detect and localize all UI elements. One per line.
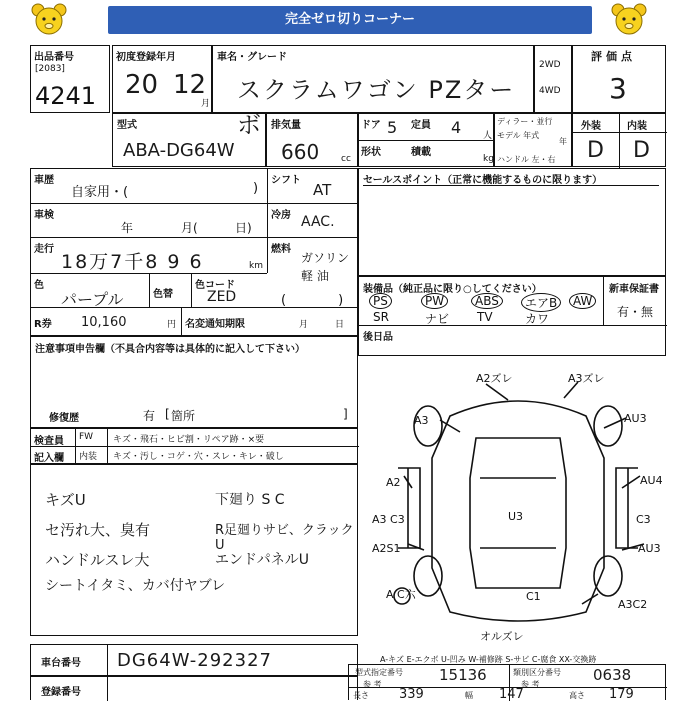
model-year-label: モデル 年式 (497, 131, 540, 140)
equip-navi: ナビ (425, 312, 450, 326)
grade-value: 3 (609, 72, 627, 105)
notes-title: 注意事項申告欄（不具合内容等は具体的に記入して下さい） (35, 344, 305, 355)
grade-box (572, 45, 666, 113)
sales-points-box (358, 168, 666, 276)
width-label: 幅 (465, 691, 473, 700)
spec-value: 15136 (439, 666, 487, 684)
handle-label: ハンドル 左・右 (497, 155, 556, 164)
damage-mark: AU3 (638, 542, 661, 555)
remark-item: エンドパネルU (215, 552, 309, 568)
equip-leather: カワ (525, 312, 550, 326)
chassis-label: 車台番号 (41, 658, 81, 669)
equipment-box (358, 276, 666, 356)
shift-label: シフト (271, 175, 301, 186)
drive-2wd: 2WD (539, 60, 561, 70)
equip-sr: SR (373, 310, 389, 324)
registration-month: 12 (173, 70, 207, 100)
load-unit: kg (483, 154, 494, 164)
displacement-box (266, 113, 358, 167)
mileage-unit: km (249, 261, 263, 271)
inspector-label: 検査員 (34, 436, 64, 447)
equip-ps: PS (369, 293, 392, 309)
remark-item: R足廻りサビ、クラックU (215, 523, 354, 553)
spec-label: 型式指定番号 (355, 668, 403, 677)
lot-sub: [2083] (35, 64, 65, 74)
entry-label: 記入欄 (34, 453, 64, 464)
notes-box: 注意事項申告欄（不具合内容等は具体的に記入して下さい） 修復歴 有 [ 箇所 ] (30, 336, 358, 428)
color-label: 色 (34, 280, 44, 291)
type-label: 型式 (117, 120, 137, 131)
remark-item: ハンドルスレ大 (45, 551, 150, 569)
displacement-unit: cc (341, 154, 351, 164)
detail-block: 車歴 自家用・( ) シフト AT 車検 年 月( 日) 冷房 AAC. 走行 18万7千8 9 6 km 燃料 ガソリン 軽 油 色 パープル 色替 色コード ZED ( ) R券 10,160 円 名変通知期限 月 日 (30, 168, 358, 336)
grade-label: 評価点 (591, 50, 636, 63)
recycle-label: R券 (34, 319, 52, 330)
registration-number-box (30, 676, 358, 700)
model-label: 車名・グレード (217, 52, 287, 63)
class-value: 0638 (593, 666, 632, 684)
fuel-diesel: 軽 油 (301, 269, 329, 283)
new-warranty-label: 新車保証書 (609, 284, 659, 295)
damage-mark: C3 (636, 513, 651, 526)
model-year-unit: 年 (559, 137, 567, 146)
fuel-gasoline: ガソリン (301, 251, 350, 265)
class-label: 類別区分番号 (513, 668, 561, 677)
capacity-value: 4 (451, 118, 462, 137)
chassis-value: DG64W-292327 (117, 650, 272, 671)
color-code-value: ZED (207, 289, 237, 305)
repair-place-label: 箇所 (171, 409, 196, 423)
deadline-month: 月 (299, 320, 309, 330)
chassis-box (30, 644, 358, 676)
door-capacity-box (358, 113, 494, 167)
banner-title: 完全ゼロ切りコーナー (108, 6, 592, 34)
registration-label: 初度登録年月 (116, 52, 176, 63)
damage-mark: A2S1 (372, 542, 401, 555)
class-ref: 参 考 (521, 680, 540, 689)
history-label: 車歴 (34, 175, 54, 186)
exterior-label: 外装 (581, 121, 601, 132)
color-value: パープル (61, 290, 124, 309)
exterior-grade: D (587, 138, 604, 163)
inspection-box (30, 428, 358, 464)
interior-grade: D (633, 138, 650, 163)
height-value: 179 (609, 687, 634, 702)
equip-abs: ABS (471, 293, 503, 309)
ac-label: 冷房 (271, 210, 291, 221)
month-unit: 月 (201, 99, 211, 109)
damage-mark: AU3 (624, 412, 647, 425)
bear-mascot-left-icon (30, 2, 68, 36)
repair-history-value: 有 (143, 409, 156, 423)
equip-aw: AW (569, 293, 596, 309)
shape-label: 形状 (361, 147, 381, 158)
interior-check-items: キズ・汚し・コゲ・穴・スレ・キレ・破し (113, 452, 284, 462)
first-registration-box (112, 45, 212, 113)
inspection-month: 月( (181, 221, 198, 235)
load-label: 積載 (411, 147, 431, 158)
damage-mark: U3 (508, 510, 524, 523)
dealer-label: ディラー・並行 (497, 117, 553, 126)
width-value: 147 (499, 687, 524, 702)
lot-box (30, 45, 110, 113)
mileage-label: 走行 (34, 244, 54, 255)
damage-mark: A3 (414, 414, 429, 427)
type-value: ABA-DG64W (123, 140, 235, 161)
color-swap-label: 色替 (153, 289, 173, 300)
shift-value: AT (313, 181, 332, 199)
drive-4wd: 4WD (539, 86, 561, 96)
registration-year: 20 (125, 70, 159, 100)
lot-number: 4241 (35, 82, 97, 110)
remark-item: セ汚れ大、臭有 (45, 521, 151, 539)
bear-mascot-right-icon (610, 2, 648, 36)
damage-legend: A-キズ E-エクボ U-凹み W-補修跡 S-サビ C-腐食 XX-交換跡 (380, 655, 597, 664)
damage-mark: C1 (526, 590, 541, 603)
remark-item: キズU (45, 491, 86, 509)
type-box (112, 113, 266, 167)
inspection-year: 年 (121, 221, 134, 235)
displacement-label: 排気量 (271, 120, 301, 131)
spec-ref: 参 考 (363, 680, 382, 689)
damage-mark: A3C2 (618, 598, 648, 611)
mileage-value: 18万7千8 9 6 (61, 251, 204, 273)
fuel-label: 燃料 (271, 244, 291, 255)
damage-mark: A2ズレ (476, 372, 513, 385)
interior-label: 内装 (627, 121, 647, 132)
deadline-day: 日 (335, 320, 345, 330)
displacement-value: 660 (281, 140, 320, 164)
history-value: 自家用・( (71, 185, 129, 200)
damage-mark: A C六 (386, 588, 416, 601)
damage-mark: AU4 (640, 474, 663, 487)
damage-mark: オルズレ (480, 630, 524, 643)
color-code-label: 色コード (195, 280, 235, 291)
warranty-value: 有・無 (617, 305, 654, 319)
inspection-day: 日) (235, 221, 252, 235)
exterior-interior-box (572, 113, 666, 167)
ac-value: AAC. (301, 214, 335, 230)
equipment-label: 装備品（純正品に限り○してください） (363, 284, 542, 295)
sales-points-label: セールスポイント（正常に機能するものに限ります） (363, 175, 603, 186)
height-label: 高さ (569, 691, 585, 700)
length-value: 339 (399, 687, 424, 702)
lot-label: 出品番号 (34, 52, 74, 63)
model-value: スクラムワゴン PZターボ (237, 76, 516, 139)
door-label: ドア (361, 120, 381, 131)
repair-history-label: 修復歴 (49, 413, 79, 424)
damage-mark: A2 (386, 476, 401, 489)
interior-check-label: 内装 (79, 452, 98, 462)
recycle-value: 10,160 (81, 315, 127, 330)
later-items-label: 後日品 (363, 332, 393, 343)
capacity-unit: 人 (483, 131, 493, 141)
door-value: 5 (387, 118, 398, 137)
registration-number-label: 登録番号 (41, 687, 81, 698)
capacity-label: 定員 (411, 120, 431, 131)
damage-mark: A3 C3 (372, 513, 405, 526)
remarks-box (30, 464, 358, 636)
equip-pw: PW (421, 293, 448, 309)
spec-box (348, 664, 666, 700)
exterior-check-items: キズ・飛石・ヒビ割・リペア跡・×要 (113, 435, 265, 445)
recycle-unit: 円 (167, 320, 177, 330)
deadline-label: 名変通知期限 (185, 319, 245, 330)
drive-box (534, 45, 572, 113)
remark-item: シートイタミ、カバ付ヤブレ (45, 578, 226, 594)
remark-item: 下廻り S C (215, 492, 285, 508)
length-label: 長さ (353, 691, 369, 700)
car-damage-diagram (368, 368, 668, 648)
fw-label: FW (79, 432, 94, 442)
damage-mark: A3ズレ (568, 372, 605, 385)
equip-airbag: エアB (521, 293, 561, 312)
dealer-box (494, 113, 572, 167)
inspection-label: 車検 (34, 210, 54, 221)
equip-tv: TV (477, 310, 493, 324)
